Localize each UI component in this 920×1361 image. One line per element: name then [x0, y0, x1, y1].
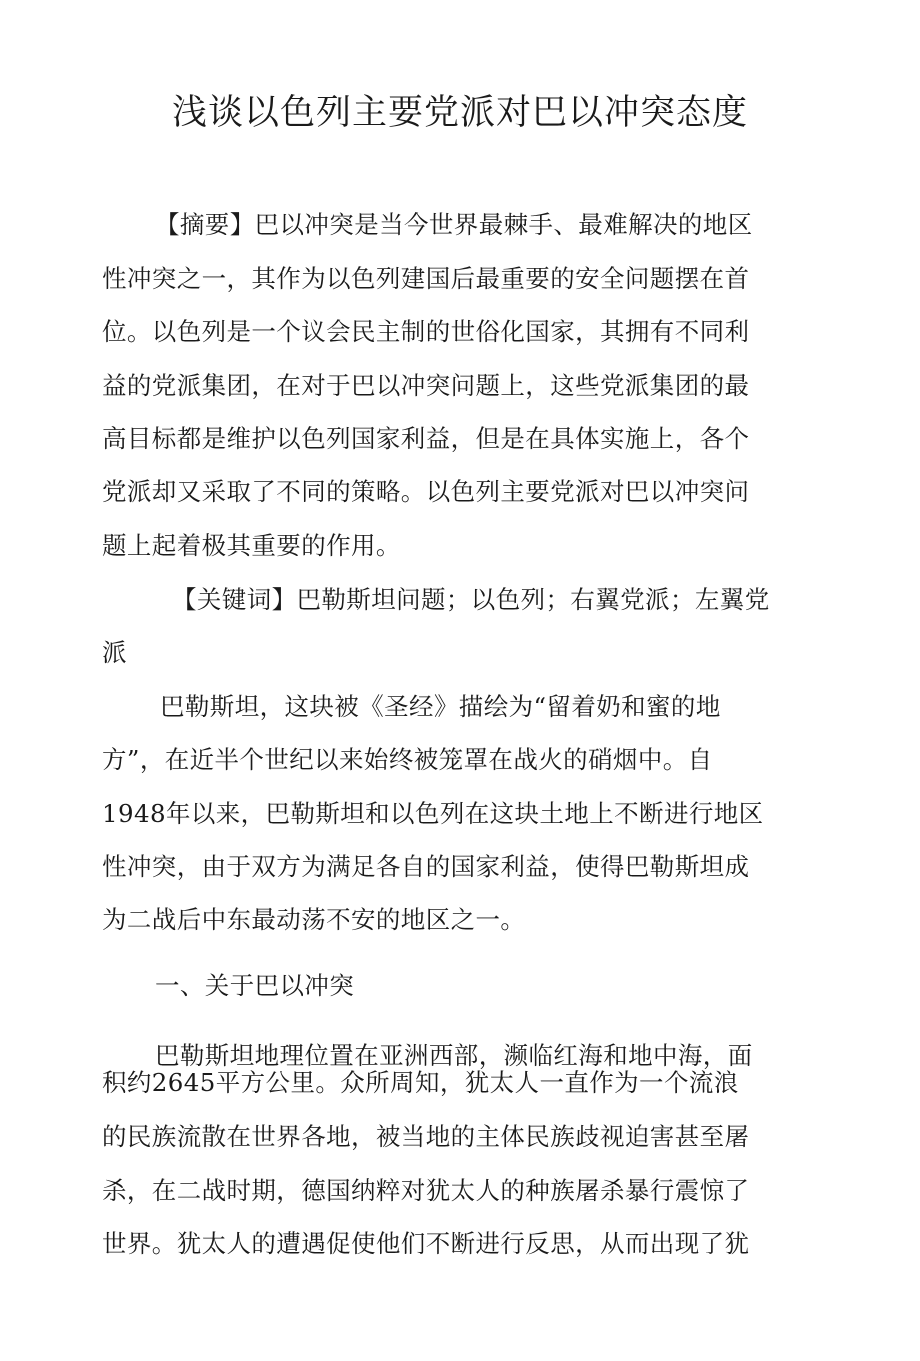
abstract-line: 性冲突之一，其作为以色列建国后最重要的安全问题摆在首	[102, 264, 750, 293]
keywords-line: 派	[102, 638, 127, 667]
body-line: 世界。犹太人的遭遇促使他们不断进行反思，从而出现了犹	[102, 1229, 750, 1258]
abstract-line: 【摘要】巴以冲突是当今世界最棘手、最难解决的地区	[155, 210, 753, 239]
intro-line: 巴勒斯坦，这块被《圣经》描绘为“留着奶和蜜的地	[160, 692, 721, 721]
intro-line: 方”，在近半个世纪以来始终被笼罩在战火的硝烟中。自	[102, 745, 713, 774]
abstract-line: 党派却又采取了不同的策略。以色列主要党派对巴以冲突问	[102, 477, 750, 506]
keywords-line: 【关键词】巴勒斯坦问题；以色列；右翼党派；左翼党	[172, 585, 770, 614]
page-title: 浅谈以色列主要党派对巴以冲突态度	[171, 93, 748, 133]
abstract-line: 题上起着极其重要的作用。	[102, 531, 401, 560]
clipped-line: 巴勒斯坦地理位置在亚洲西部，濒临红海和地中海，面	[155, 1041, 753, 1070]
intro-line: 1948年以来，巴勒斯坦和以色列在这块土地上不断进行地区	[102, 799, 764, 828]
intro-line: 性冲突，由于双方为满足各自的国家利益，使得巴勒斯坦成	[102, 852, 750, 881]
intro-line: 为二战后中东最动荡不安的地区之一。	[102, 905, 526, 934]
abstract-line: 益的党派集团，在对于巴以冲突问题上，这些党派集团的最	[102, 371, 750, 400]
body-line: 积约2645平方公里。众所周知，犹太人一直作为一个流浪	[102, 1068, 739, 1097]
page-break-clip	[0, 1038, 920, 1070]
body-line: 的民族流散在世界各地，被当地的主体民族歧视迫害甚至屠	[102, 1122, 750, 1151]
abstract-line: 位。以色列是一个议会民主制的世俗化国家，其拥有不同利	[102, 317, 750, 346]
abstract-line: 高目标都是维护以色列国家利益，但是在具体实施上，各个	[102, 424, 750, 453]
section-heading: 一、关于巴以冲突	[155, 971, 355, 1000]
body-line: 杀，在二战时期，德国纳粹对犹太人的种族屠杀暴行震惊了	[102, 1176, 750, 1205]
